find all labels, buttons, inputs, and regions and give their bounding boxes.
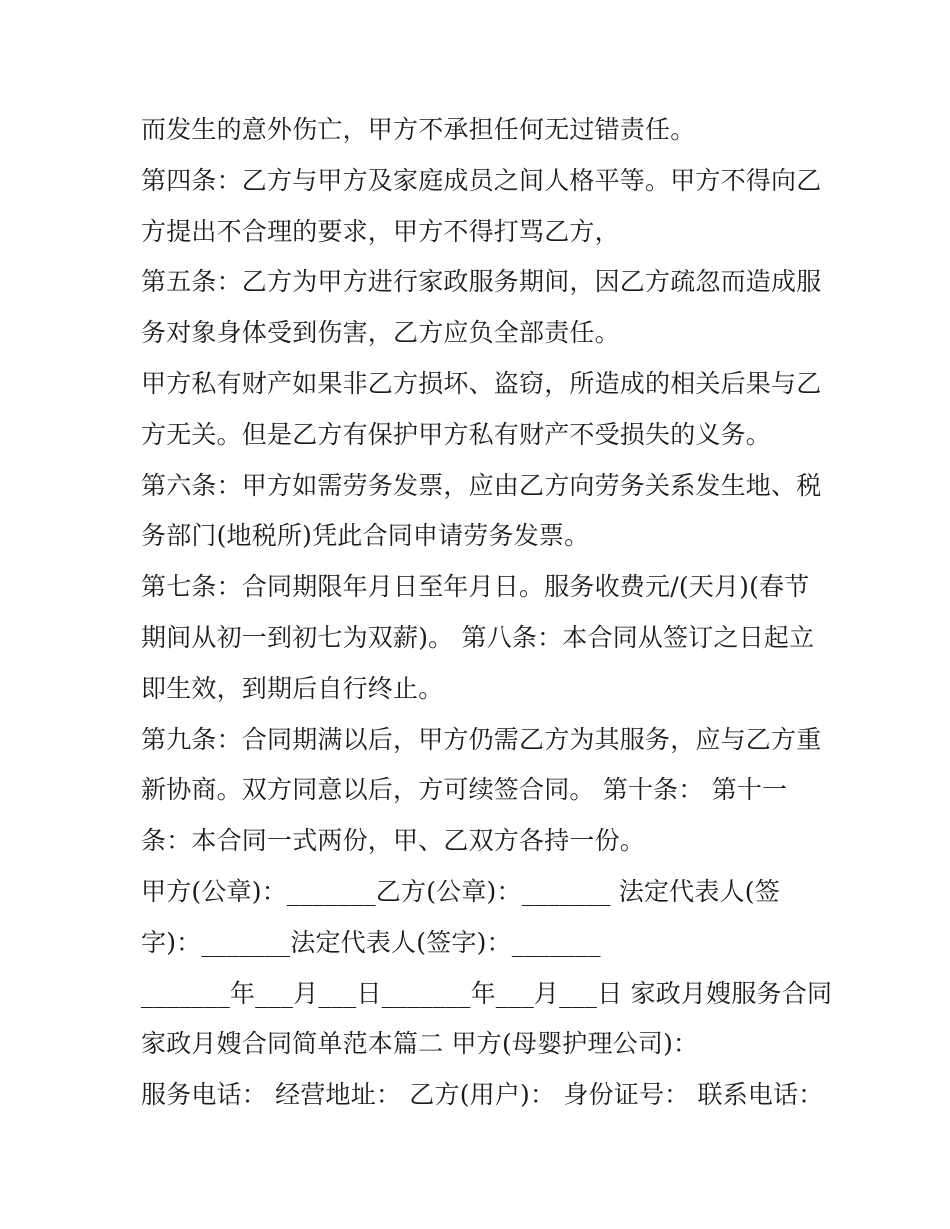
text-line: 第四条：乙方与甲方及家庭成员之间人格平等。甲方不得向乙	[141, 165, 822, 195]
text-line: 而发生的意外伤亡，甲方不承担任何无过错责任。	[141, 115, 696, 144]
text-line: 方无关。但是乙方有保护甲方私有财产不受损失的义务。	[141, 419, 772, 449]
text-line: 即生效，到期后自行终止。	[141, 673, 444, 703]
text-line: 期间从初一到初七为双薪)。 第八条：本合同从签订之日起立	[141, 622, 815, 652]
text-line: 第六条：甲方如需劳务发票，应由乙方向劳务关系发生地、税	[141, 470, 822, 500]
text-line: 条：本合同一式两份，甲、乙双方各持一份。	[141, 826, 646, 856]
text-line: 字)：_______法定代表人(签字)：_______	[141, 927, 601, 957]
text-line: 第七条：合同期限年月日至年月日。服务收费元/(天月)(春节	[141, 572, 810, 602]
text-line: 务部门(地税所)凭此合同申请劳务发票。	[141, 521, 590, 551]
text-line: 务对象身体受到伤害，乙方应负全部责任。	[141, 318, 620, 348]
text-line: _______年___月___日_______年___月___日 家政月嫂服务合同	[141, 978, 833, 1008]
text-line: 第九条：合同期满以后，甲方仍需乙方为其服务，应与乙方重	[141, 724, 822, 754]
text-line: 服务电话： 经营地址： 乙方(用户)： 身份证号： 联系电话：	[141, 1080, 824, 1110]
text-line: 家政月嫂合同简单范本篇二 甲方(母婴护理公司)：	[141, 1029, 699, 1059]
text-line: 新协商。双方同意以后，方可续签合同。 第十条： 第十一	[141, 775, 788, 805]
text-line: 方提出不合理的要求，甲方不得打骂乙方，	[141, 216, 620, 246]
document-body	[141, 105, 833, 1121]
text-line: 甲方私有财产如果非乙方损坏、盗窃，所造成的相关后果与乙	[141, 368, 822, 398]
text-line: 甲方(公章)：_______乙方(公章)：_______ 法定代表人(签	[141, 876, 780, 906]
text-line: 第五条：乙方为甲方进行家政服务期间，因乙方疏忽而造成服	[141, 267, 822, 297]
